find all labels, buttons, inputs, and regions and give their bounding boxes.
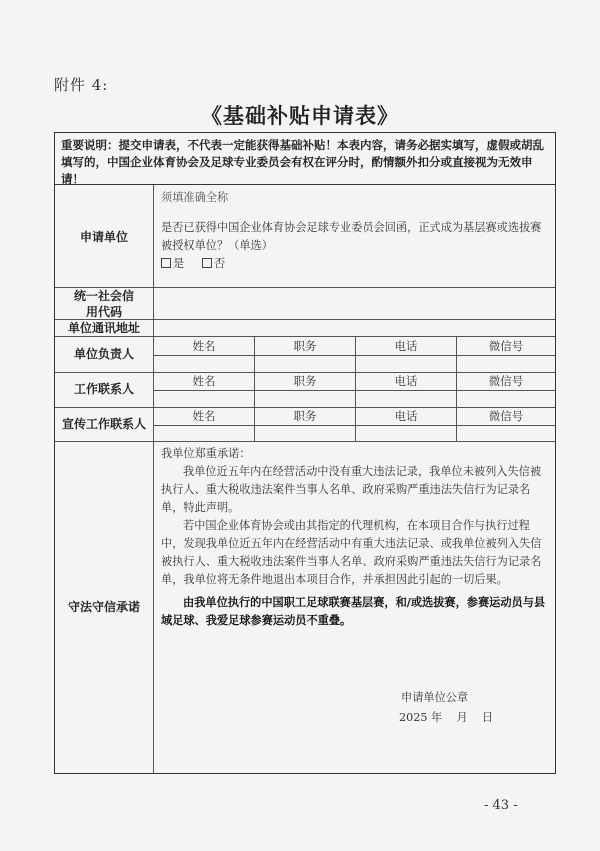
pledge-label: 守法守信承诺 — [67, 600, 140, 614]
header-phone: 电话 — [394, 374, 418, 388]
yes-option[interactable] — [161, 257, 184, 270]
pledge-paragraph-3: 由我单位执行的中国职工足球联赛基层赛，和/或选拔赛，参赛运动员与县域足球、我爱足球参赛运动员不重叠。 — [161, 595, 546, 627]
date-line: 2025 年 月 日 — [399, 711, 494, 724]
attachment-label: 附件 4: — [54, 76, 109, 94]
contact-label-publicity: 宣传工作联系人 — [61, 417, 146, 431]
header-wechat: 微信号 — [488, 339, 524, 353]
header-phone: 电话 — [394, 339, 418, 353]
application-form — [54, 184, 556, 774]
pledge-paragraph-2: 若中国企业体育协会或由其指定的代理机构，在本项目合作与执行过程中，发现我单位近五年内在经营活动中有重大违法记录、或我单位被列入失信被执行人、重大税收违法案件当事人名单、政府采购严重违法失信行为记录名单，我单位将无条件地退出本项目合作，并承担因此引起的一切后果。 — [161, 519, 542, 586]
applicant-question: 是否已获得中国企业体育协会足球专业委员会回函，正式成为基层赛或选拔赛被授权单位？（单选） — [161, 221, 542, 252]
important-notice: 重要说明：提交申请表，不代表一定能获得基础补贴！本表内容，请务必据实填写，虚假或胡乱填写的，中国企业体育协会及足球专业委员会有权在评分时，酌情额外扣分或直接视为无效申请！ — [54, 132, 556, 184]
header-name: 姓名 — [192, 374, 216, 388]
pledge-intro: 我单位郑重承诺： — [161, 447, 251, 460]
yes-checkbox[interactable] — [161, 258, 171, 268]
header-position: 职务 — [293, 374, 317, 388]
credit-code-field[interactable] — [154, 288, 555, 319]
header-position: 职务 — [293, 409, 317, 423]
address-field[interactable] — [154, 320, 555, 336]
contact-label-head: 单位负责人 — [73, 347, 134, 361]
page-number: - 43 - — [484, 798, 518, 813]
seal-label: 申请单位公章 — [401, 691, 469, 704]
header-name: 姓名 — [192, 339, 216, 353]
form-title: 《基础补贴申请表》 — [201, 104, 399, 128]
credit-code-label: 统一社会信用代码 — [73, 289, 134, 319]
address-label: 单位通讯地址 — [67, 321, 140, 335]
pledge-paragraph-1: 我单位近五年内在经营活动中没有重大违法记录，我单位未被列入失信被执行人、重大税收违法案件当事人名单、政府采购严重违法失信行为记录名单，特此声明。 — [161, 465, 542, 514]
header-phone: 电话 — [394, 409, 418, 423]
applicant-hint: 须填准确全称 — [161, 191, 229, 204]
no-option[interactable] — [202, 257, 225, 270]
header-wechat: 微信号 — [488, 409, 524, 423]
yes-label: 是 — [173, 257, 185, 270]
applicant-label: 申请单位 — [79, 230, 128, 244]
no-checkbox[interactable] — [202, 258, 212, 268]
contact-label-work: 工作联系人 — [73, 382, 134, 396]
no-label: 否 — [213, 257, 226, 270]
header-position: 职务 — [293, 339, 317, 353]
header-wechat: 微信号 — [488, 374, 524, 388]
authorization-options — [161, 255, 225, 273]
header-name: 姓名 — [192, 409, 216, 423]
